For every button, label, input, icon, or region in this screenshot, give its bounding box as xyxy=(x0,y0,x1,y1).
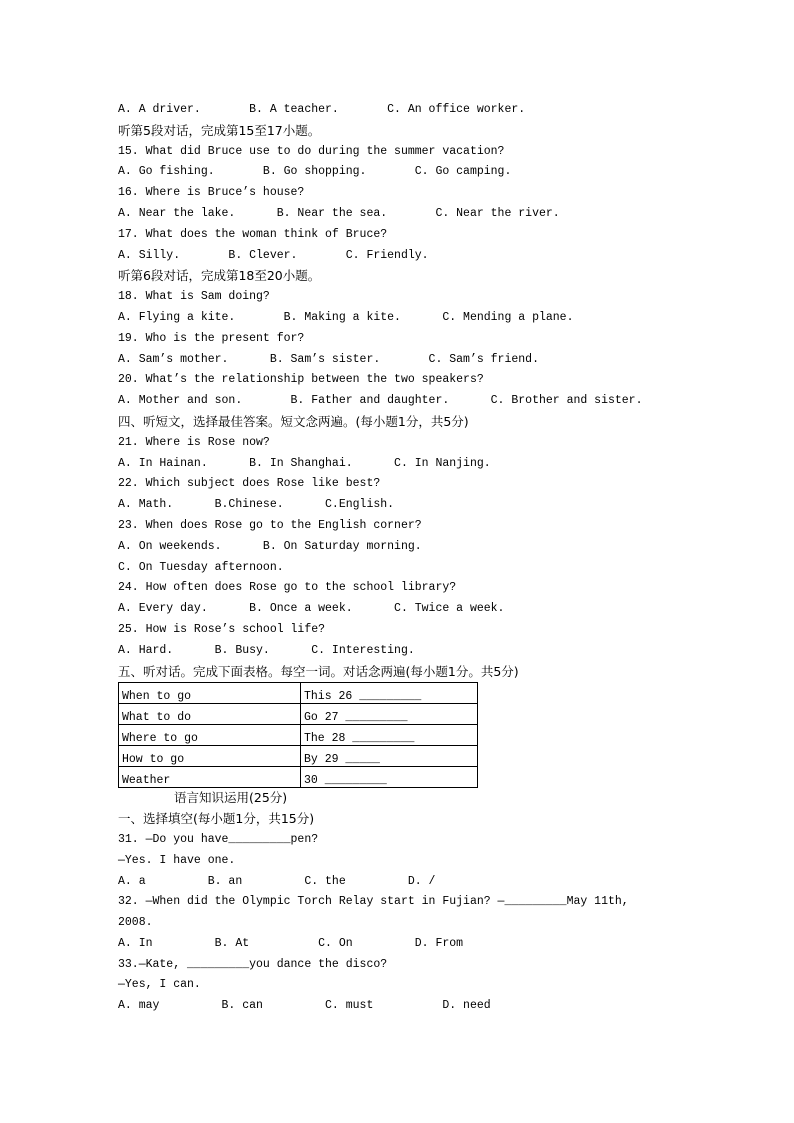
table-row xyxy=(119,767,478,788)
options-line: A. A driver. B. A teacher. C. An office worker. xyxy=(118,103,526,116)
section-heading-4: 四、听短文，选择最佳答案。短文念两遍。(每小题1分，共5分) xyxy=(118,413,469,429)
table-row xyxy=(119,725,478,746)
options-23: A. On weekends. B. On Saturday morning. xyxy=(118,539,422,553)
options-31: A. a B. an C. the D. / xyxy=(118,874,436,888)
options-17: A. Silly. B. Clever. C. Friendly. xyxy=(118,248,429,262)
question-17: 17. What does the woman think of Bruce? xyxy=(118,227,388,241)
options-23: C. On Tuesday afternoon. xyxy=(118,560,284,574)
table-row xyxy=(119,746,478,767)
options-16: A. Near the lake. B. Near the sea. C. Near the river. xyxy=(118,206,560,220)
question-33: 33.—Kate, _________you dance the disco? xyxy=(118,957,388,971)
options-24: A. Every day. B. Once a week. C. Twice a week. xyxy=(118,602,505,616)
question-24: 24. How often does Rose go to the school library? xyxy=(118,581,457,595)
options-15: A. Go fishing. B. Go shopping. C. Go camping. xyxy=(118,165,512,179)
question-19: 19. Who is the present for? xyxy=(118,331,305,345)
table-key: Where to go xyxy=(119,725,301,746)
section-instruction: 听第6段对话，完成第18至20小题。 xyxy=(118,268,321,284)
question-15: 15. What did Bruce use to do during the summer vacation? xyxy=(118,144,505,158)
table-value: By 29 _____ xyxy=(301,746,478,767)
options-20: A. Mother and son. B. Father and daughter. C. Brother and sister. xyxy=(118,394,643,408)
table-value: Go 27 _________ xyxy=(301,704,478,725)
question-16: 16. Where is Bruce’s house? xyxy=(118,186,305,200)
table-key: What to do xyxy=(119,704,301,725)
table-row xyxy=(119,704,478,725)
exam-page xyxy=(118,100,678,1017)
table-value: 30 _________ xyxy=(301,767,478,788)
section-instruction: 听第5段对话，完成第15至17小题。 xyxy=(118,122,321,138)
options-25: A. Hard. B. Busy. C. Interesting. xyxy=(118,643,415,657)
question-31: 31. —Do you have_________pen? xyxy=(118,832,319,846)
question-32-cont: 2008. xyxy=(118,916,153,930)
table-key: When to go xyxy=(119,683,301,704)
question-20: 20. What’s the relationship between the two speakers? xyxy=(118,373,484,387)
table-row xyxy=(119,683,478,704)
question-33-answer: —Yes, I can. xyxy=(118,978,201,992)
question-18: 18. What is Sam doing? xyxy=(118,290,270,304)
table-key: Weather xyxy=(119,767,301,788)
question-21: 21. Where is Rose now? xyxy=(118,435,270,449)
options-19: A. Sam’s mother. B. Sam’s sister. C. Sam’s friend. xyxy=(118,352,539,366)
options-32: A. In B. At C. On D. From xyxy=(118,936,464,950)
options-33: A. may B. can C. must D. need xyxy=(118,999,491,1013)
dialogue-table xyxy=(118,682,478,788)
question-22: 22. Which subject does Rose like best? xyxy=(118,477,381,491)
table-value: This 26 _________ xyxy=(301,683,478,704)
question-31-answer: —Yes. I have one. xyxy=(118,853,236,867)
options-21: A. In Hainan. B. In Shanghai. C. In Nanjing. xyxy=(118,456,491,470)
section-heading-1: 一、选择填空(每小题1分，共15分) xyxy=(118,811,315,827)
question-25: 25. How is Rose’s school life? xyxy=(118,622,326,636)
table-key: How to go xyxy=(119,746,301,767)
options-18: A. Flying a kite. B. Making a kite. C. Mending a plane. xyxy=(118,310,574,324)
question-23: 23. When does Rose go to the English corner? xyxy=(118,518,422,532)
options-22: A. Math. B.Chinese. C.English. xyxy=(118,498,395,512)
question-32: 32. —When did the Olympic Torch Relay start in Fujian? —_________May 11th, xyxy=(118,895,629,909)
table-value: The 28 _________ xyxy=(301,725,478,746)
section-title: 语言知识运用(25分) xyxy=(174,790,288,806)
section-heading-5: 五、听对话。完成下面表格。每空一词。对话念两遍(每小题1分。共5分) xyxy=(118,663,519,679)
